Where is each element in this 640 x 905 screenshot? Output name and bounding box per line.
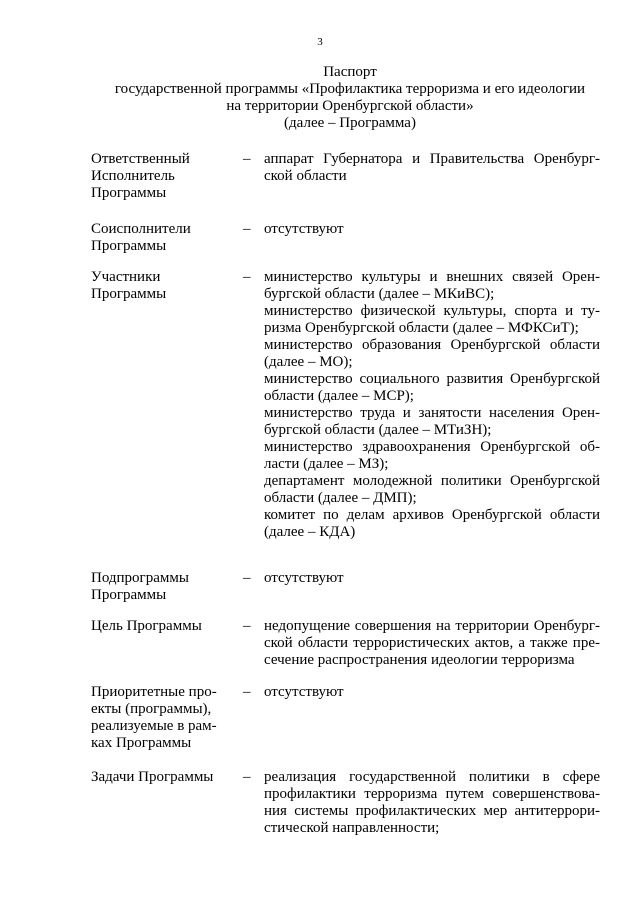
row-value [264,618,600,669]
value-item: министерство культуры и внешних связей Оренбургской области (далее – МКиВС); [264,269,600,302]
passport-table [91,151,603,839]
dash: – [243,221,251,237]
value-item: отсутствуют [264,570,344,586]
value-item: департамент молодежной политики Оренбургской области (далее – ДМП); [264,473,600,506]
value-item: отсутствуют [264,684,344,700]
dash: – [243,151,251,167]
row-tasks [91,769,603,839]
row-label [91,221,191,255]
label-line: Программы [91,587,167,603]
row-value [264,151,600,185]
value-item: министерство образования Оренбургской области (далее – МО); [264,337,600,370]
row-label [91,769,213,786]
value-item: комитет по делам архивов Оренбургской области (далее – КДА) [264,507,600,540]
dash: – [243,684,251,700]
row-participants [91,269,603,570]
row-label [91,151,190,202]
label-line: Программы [91,185,167,201]
value-item: министерство здравоохранения Оренбургской области (далее – МЗ); [264,439,600,472]
row-label [91,618,202,635]
row-goal [91,618,603,684]
label-line: Исполнитель [91,168,175,184]
label-line: реализуемые в рам- [91,718,217,734]
label-line: Ответственный [91,151,190,167]
title-line-1: Паспорт [323,64,377,80]
value-item: министерство труда и занятости населения Оренбургской области (далее – МТиЗН); [264,405,600,438]
value-item: министерство социального развития Оренбургской области (далее – МСР); [264,371,600,404]
value-item: аппарат Губернатора и Правительства Оренбургской области [264,151,600,184]
row-label [91,684,217,752]
row-label [91,269,166,303]
label-line: Подпрограммы [91,570,189,586]
label-line: Задачи Программы [91,769,214,785]
row-value [264,684,600,701]
row-value [264,221,600,238]
title-line-3: на территории Оренбургской области» [226,98,474,114]
title-line-4: (далее – Программа) [284,115,416,131]
row-priority-projects [91,684,603,769]
row-label [91,570,189,604]
label-line: екты (программы), [91,701,212,717]
row-co-executors [91,221,603,269]
value-item: министерство физической культуры, спорта и туризма Оренбургской области (далее – МФКСиТ); [264,303,600,336]
value-item: отсутствуют [264,221,344,237]
passport-title [80,64,620,132]
title-line-2: государственной программы «Профилактика терроризма и его идеологии [114,81,586,97]
label-line: Участники [91,269,161,285]
row-subprograms [91,570,603,618]
row-value [264,269,600,541]
label-line: Программы [91,238,167,254]
page-number: 3 [317,36,323,48]
dash: – [243,570,251,586]
value-item: реализация государственной политики в сфере профилактики терроризма путем совершенствования системы профилактических мер антитеррористической направленности; [264,769,600,836]
label-line: Программы [91,286,167,302]
row-value [264,570,600,587]
label-line: Цель Программы [91,618,202,634]
label-line: Соисполнители [91,221,191,237]
label-line: Приоритетные про- [91,684,217,700]
dash: – [243,618,251,634]
dash: – [243,269,251,285]
dash: – [243,769,251,785]
label-line: ках Программы [91,735,192,751]
value-item: недопущение совершения на территории Оренбургской области террористических актов, а также пресечение распространения идеологии терроризма [264,618,600,668]
row-responsible-executor [91,151,603,221]
row-value [264,769,600,837]
